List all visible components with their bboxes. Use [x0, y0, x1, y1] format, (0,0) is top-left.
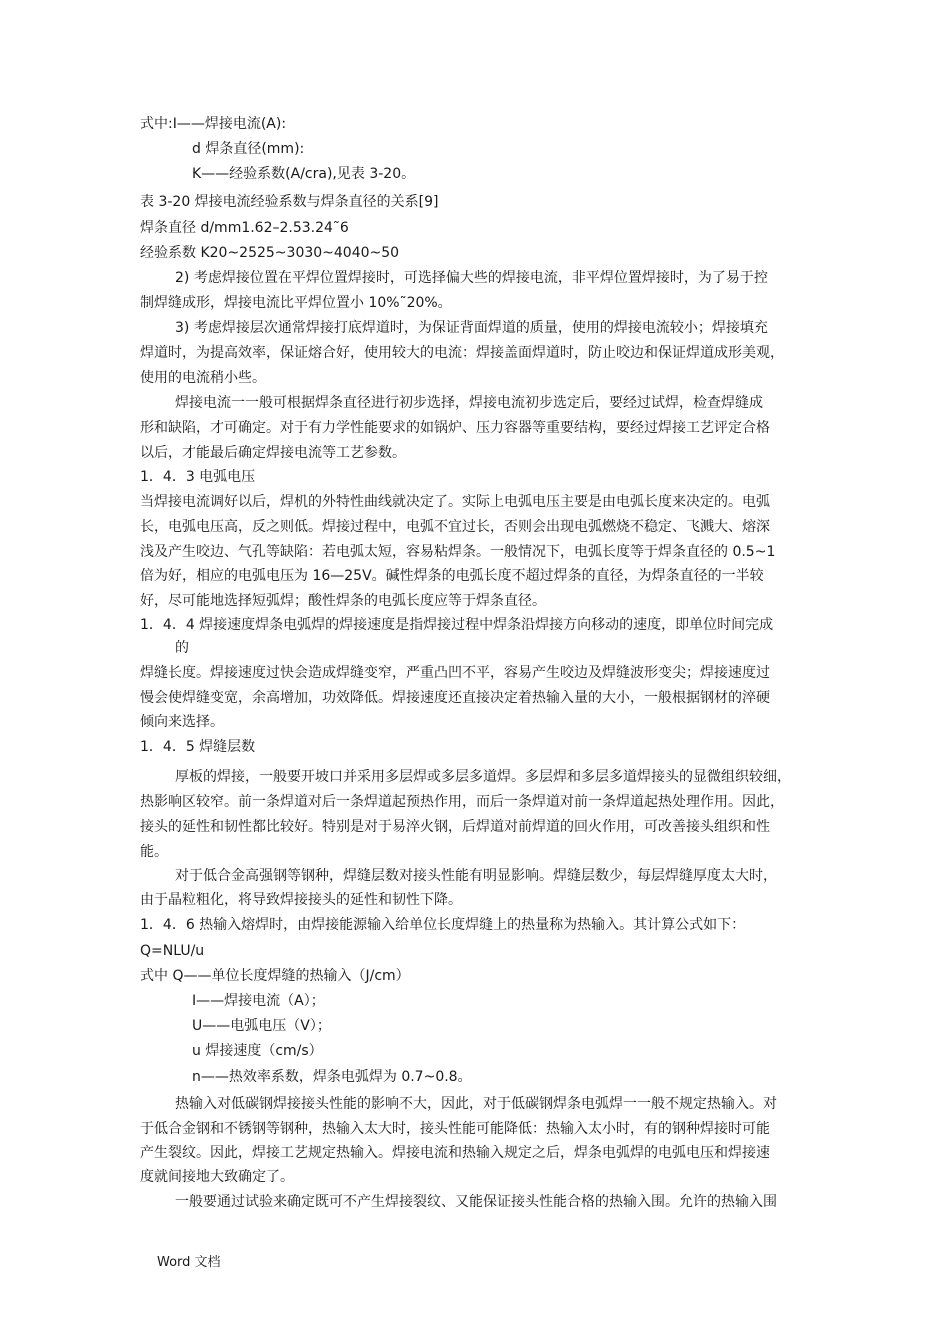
text-line: 3) 考虑焊接层次通常焊接打底焊道时，为保证背面焊道的质量，使用的焊接电流较小；焊接填充	[175, 320, 768, 336]
text-line: 焊道时，为提高效率，保证熔合好，使用较大的电流：焊接盖面焊道时，防止咬边和保证焊道成形美观，	[140, 345, 784, 361]
text-line: n——热效率系数，焊条电弧焊为 0.7~0.8。	[192, 1069, 472, 1085]
text-line: 焊条直径 d/mm1.62–2.53.24˜6	[140, 220, 349, 236]
section-heading: 1．4．5 焊缝层数	[140, 739, 256, 755]
text-line: d 焊条直径(mm):	[192, 141, 305, 157]
text-line: 形和缺陷，才可确定。对于有力学性能要求的如锅炉、压力容器等重要结构，要经过焊接工艺评定合格	[140, 420, 770, 436]
formula: Q=NLU/u	[140, 943, 205, 959]
text-line: 焊缝长度。焊接速度过快会造成焊缝变窄，严重凸凹不平，容易产生咬边及焊缝波形变尖；焊接速度过	[140, 665, 770, 681]
text-line: 一般要通过试验来确定既可不产生焊接裂纹、又能保证接头性能合格的热输入围。允许的热输入围	[175, 1194, 777, 1210]
text-line: I——焊接电流（A）；	[192, 993, 325, 1009]
text-line: 2) 考虑焊接位置在平焊位置焊接时，可选择偏大些的焊接电流，非平焊位置焊接时，为了易于控	[175, 270, 768, 286]
text-line: 使用的电流稍小些。	[140, 370, 266, 386]
table-caption: 表 3-20 焊接电流经验系数与焊条直径的关系[9]	[140, 194, 439, 210]
text-line: 对于低合金高强钢等钢种，焊缝层数对接头性能有明显影响。焊缝层数少，每层焊缝厚度太大时，	[175, 868, 777, 884]
text-line: 长，电弧电压高，反之则低。焊接过程中，电弧不宜过长，否则会出现电弧燃烧不稳定、飞溅大、熔深	[140, 519, 770, 535]
text-line: 由于晶粒粗化，将导致焊接接头的延性和韧性下降。	[140, 892, 462, 908]
text-line: 厚板的焊接，一般要开坡口并采用多层焊或多层多道焊。多层焊和多层多道焊接头的显微组织较细，	[175, 769, 791, 785]
text-line: u 焊接速度（cm/s）	[192, 1043, 323, 1059]
text-line: K——经验系数(A/cra),见表 3-20。	[192, 166, 416, 182]
text-line: 式中 Q——单位长度焊缝的热输入（J/cm）	[140, 968, 410, 984]
text-line: 当焊接电流调好以后，焊机的外特性曲线就决定了。实际上电弧电压主要是由电弧长度来决定的。电弧	[140, 494, 770, 510]
text-line: 倾向来选择。	[140, 714, 224, 730]
section-heading: 1．4．3 电弧电压	[140, 469, 256, 485]
text-line: 式中:I——焊接电流(A):	[140, 116, 287, 132]
text-line: 好，尽可能地选择短弧焊；酸性焊条的电弧长度应等于焊条直径。	[140, 593, 546, 609]
text-line: 焊接电流一一般可根据焊条直径进行初步选择，焊接电流初步选定后，要经过试焊，检查焊缝成	[175, 395, 763, 411]
footer-label: Word 文档	[157, 1255, 221, 1270]
text-line: 热影响区较窄。前一条焊道对后一条焊道起预热作用，而后一条焊道对前一条焊道起热处理作用。因此，	[140, 794, 784, 810]
text-line: 能。	[140, 844, 168, 860]
text-line: 接头的延性和韧性都比较好。特别是对于易淬火钢，后焊道对前焊道的回火作用，可改善接头组织和性	[140, 819, 770, 835]
section-heading: 1．4．4 焊接速度焊条电弧焊的焊接速度是指焊接过程中焊条沿焊接方向移动的速度，即单位时间完成	[140, 617, 774, 633]
text-line: 产生裂纹。因此，焊接工艺规定热输入。焊接电流和热输入规定之后，焊条电弧焊的电弧电压和焊接速	[140, 1145, 770, 1161]
text-line: 倍为好，相应的电弧电压为 16—25V。碱性焊条的电弧长度不超过焊条的直径，为焊条直径的一半较	[140, 568, 764, 584]
text-line: 度就间接地大致确定了。	[140, 1169, 294, 1185]
text-line: 热输入对低碳钢焊接接头性能的影响不大，因此，对于低碳钢焊条电弧焊一一般不规定热输入。对	[175, 1096, 777, 1112]
text-line: 以后，才能最后确定焊接电流等工艺参数。	[140, 445, 406, 461]
text-line: 慢会使焊缝变宽，余高增加，功效降低。焊接速度还直接决定着热输入量的大小，一般根据钢材的淬硬	[140, 690, 770, 706]
text-line: U——电弧电压（V）；	[192, 1018, 331, 1034]
section-heading: 1．4．6 热输入熔焊时，由焊接能源输入给单位长度焊缝上的热量称为热输入。其计算公式如下：	[140, 917, 746, 933]
text-line: 制焊缝成形，焊接电流比平焊位置小 10%˜20%。	[140, 295, 452, 311]
text-line: 于低合金钢和不锈钢等钢种，热输入太大时，接头性能可能降低：热输入太小时，有的钢种焊接时可能	[140, 1121, 770, 1137]
text-line: 的	[175, 640, 189, 656]
text-line: 经验系数 K20~2525~3030~4040~50	[140, 245, 400, 261]
text-line: 浅及产生咬边、气孔等缺陷：若电弧太短，容易粘焊条。一般情况下，电弧长度等于焊条直径的 0.5~1	[140, 544, 776, 560]
